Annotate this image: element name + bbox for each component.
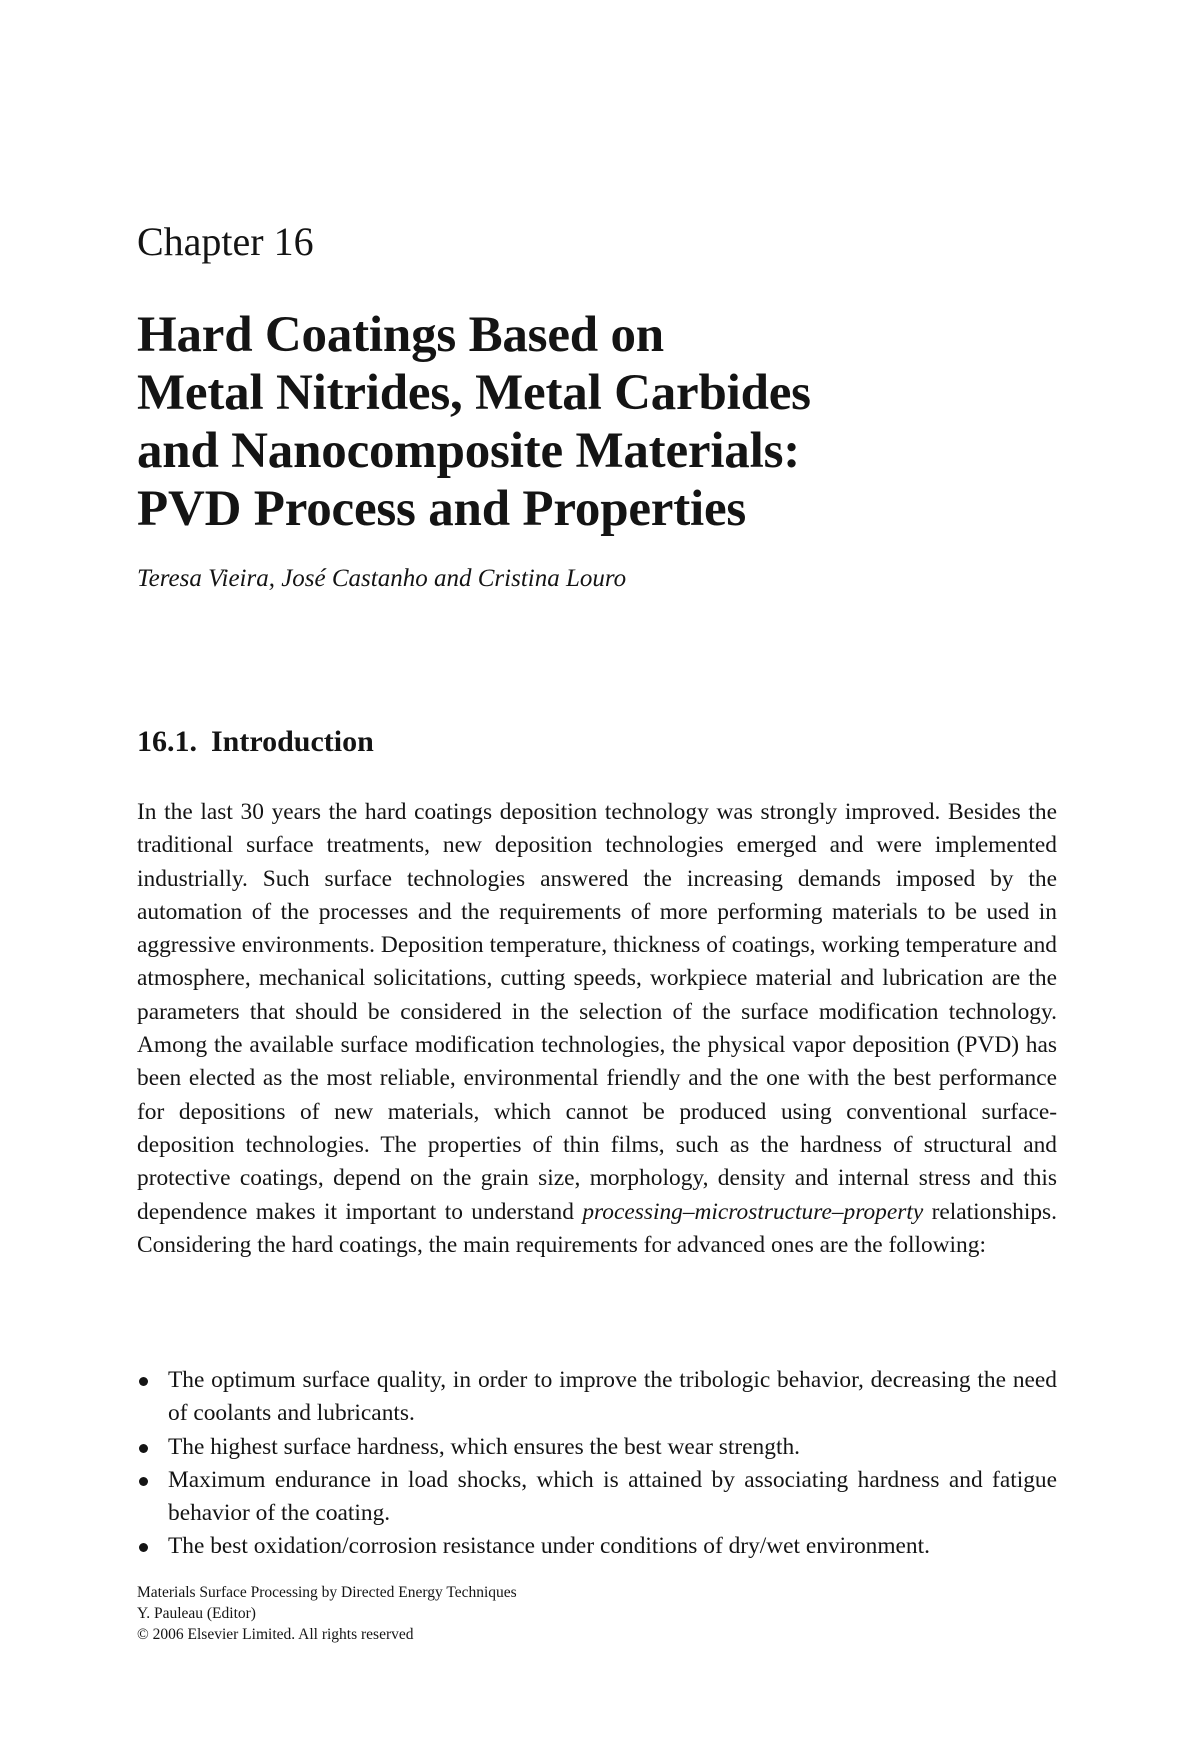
chapter-title-line: and Nanocomposite Materials: [137, 423, 801, 479]
page [137, 0, 1057, 1754]
chapter-title-line: Hard Coatings Based on [137, 307, 664, 363]
list-item [137, 1431, 1057, 1464]
list-item [137, 1530, 1057, 1563]
footer-copyright: © 2006 Elsevier Limited. All rights reserved [137, 1626, 414, 1643]
paragraph-italic-term: processing–microstructure–property [582, 1198, 924, 1225]
list-item [137, 1364, 1057, 1431]
chapter-title-line: Metal Nitrides, Metal Carbides [137, 365, 811, 421]
chapter-title-line: PVD Process and Properties [137, 481, 747, 537]
bullet-icon [139, 1477, 148, 1486]
paragraph-text: In the last 30 years the hard coatings deposition technology was strongly improved. Besides the traditional surface treatments, new deposition technologies emerged and were implemented industrially. Such surface technologies answered the increasing demands imposed by the automation of the processes and the requirements of more performing materials to be used in aggressive environments. Deposition temperature, thickness of coatings, working temperature and atmosphere, mechanical solicitations, cutting speeds, workpiece material and lubrication are the parameters that should be considered in the selection of the surface modification technology. Among the available surface modification technologies, the physical vapor deposition (PVD) has been elected as the most reliable, environmental friendly and the one with the best performance for depositions of new materials, which cannot be produced using conventional surface-deposition technologies. The properties of thin films, such as the hardness of structural and protective coatings, depend on the grain size, morphology, density and internal stress and this dependence makes it important to understand [137, 799, 1057, 1225]
list-item-text: The highest surface hardness, which ensures the best wear strength. [168, 1433, 800, 1460]
list-item [137, 1464, 1057, 1531]
paragraph-text-end: relationships. Considering the hard coatings, the main requirements for advanced ones are the following: [137, 1198, 1058, 1258]
bullet-icon [139, 1444, 148, 1453]
requirements-list [137, 1364, 1057, 1564]
footer-editor: Y. Pauleau (Editor) [137, 1605, 256, 1622]
intro-paragraph [137, 796, 1057, 1262]
footer-book-title: Materials Surface Processing by Directed Energy Techniques [137, 1584, 517, 1601]
list-item-text: Maximum endurance in load shocks, which is attained by associating hardness and fatigue behavior of the coating. [168, 1466, 1057, 1527]
page-footer [137, 1582, 517, 1645]
section-heading [137, 724, 374, 760]
list-item-text: The best oxidation/corrosion resistance under conditions of dry/wet environment. [168, 1533, 930, 1560]
bullet-icon [139, 1543, 148, 1552]
section-number: 16.1. [137, 725, 197, 758]
list-item-text: The optimum surface quality, in order to improve the tribologic behavior, decreasing the need of coolants and lubricants. [168, 1367, 1057, 1427]
authors: Teresa Vieira, José Castanho and Cristina Louro [137, 565, 627, 592]
chapter-title [137, 306, 1057, 538]
bullet-icon [139, 1377, 148, 1386]
section-title: Introduction [211, 725, 374, 758]
chapter-label: Chapter 16 [137, 219, 314, 264]
